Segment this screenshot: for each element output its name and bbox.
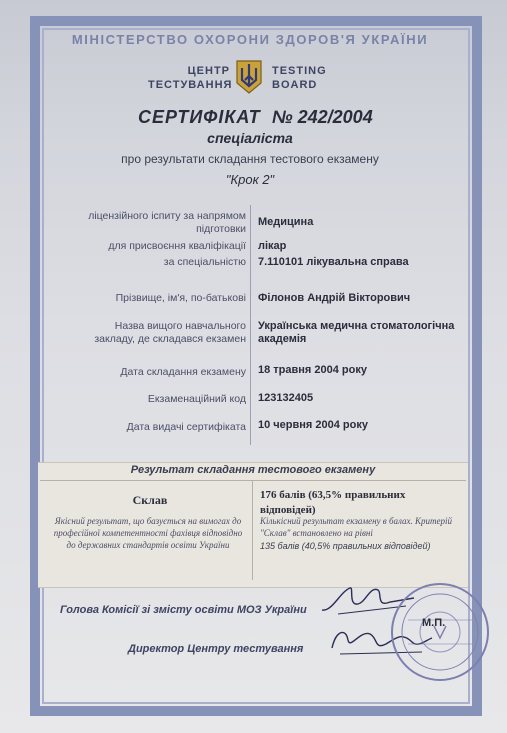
logo-right-line1: TESTING xyxy=(272,65,327,77)
ministry-header: МІНІСТЕРСТВО ОХОРОНИ ЗДОРОВ'Я УКРАЇНИ xyxy=(71,32,429,47)
logo-left-line2: ТЕСТУВАННЯ xyxy=(148,79,233,91)
results-description-left: Якісний результат, що базується на вимогах до професійної компетентності фахівця відповідно до державних стандартів освіти України xyxy=(53,516,243,550)
certificate-number: № 242/2004 xyxy=(272,107,373,127)
results-value: 176 балів (63,5% правильних відповідей) xyxy=(260,489,406,516)
results-description-right: Кількісний результат екзамену в балах. Критерій "Склав" встановлено на рівні xyxy=(260,516,452,538)
results-title: Результат складання тестового екзамену xyxy=(130,464,376,476)
certificate-about: про результати складання тестового екзамену xyxy=(121,152,379,166)
official-seal xyxy=(388,580,492,684)
results-column-divider xyxy=(252,480,253,580)
certificate-title: СЕРТИФІКАТ xyxy=(138,107,261,127)
logo-right-line2: BOARD xyxy=(272,79,318,91)
results-criterion: 135 балів (40,5% правильних відповідей) xyxy=(260,541,431,551)
signature-director-label: Директор Центру тестування xyxy=(128,643,304,655)
field-value-name: Філонов Андрій Вікторович xyxy=(258,292,411,304)
field-value-exam-code: 123132405 xyxy=(258,392,314,404)
field-label-specialty: за спеціальністю xyxy=(163,256,246,268)
field-value-direction: Медицина xyxy=(258,216,314,228)
field-value-specialty: 7.110101 лікувальна справа xyxy=(258,256,409,268)
exam-name: "Крок 2" xyxy=(225,172,275,187)
logo-right-text xyxy=(272,64,362,92)
field-label-name: Прізвище, ім'я, по-батькові xyxy=(115,292,246,304)
logo-left-line1: ЦЕНТР xyxy=(187,65,230,77)
field-value-qualification: лікар xyxy=(258,240,287,252)
field-label-qualification: для присвоєння кваліфікації xyxy=(108,240,246,252)
field-value-issue-date: 10 червня 2004 року xyxy=(258,419,368,431)
field-label-exam-date: Дата складання екзамену xyxy=(120,366,246,378)
results-divider xyxy=(40,480,466,481)
certificate-subtitle: спеціаліста xyxy=(207,130,293,146)
fields-divider xyxy=(250,205,251,445)
field-value-institution: Українська медична стоматологічна академія xyxy=(258,320,455,345)
trident-icon xyxy=(234,58,264,96)
field-label-issue-date: Дата видачі сертифіката xyxy=(126,421,246,433)
signature-head-label: Голова Комісії зі змісту освіти МОЗ України xyxy=(60,604,307,616)
results-label: Склав xyxy=(132,493,168,507)
field-label-institution: Назва вищого навчального закладу, де складався екзамен xyxy=(94,320,246,345)
stamp-mark: М.П. xyxy=(422,617,446,629)
logo-left-text xyxy=(148,64,233,92)
field-label-direction: ліцензійного іспиту за напрямом підготовки xyxy=(88,210,246,235)
field-value-exam-date: 18 травня 2004 року xyxy=(258,364,367,376)
field-label-exam-code: Екзаменаційний код xyxy=(147,393,246,405)
